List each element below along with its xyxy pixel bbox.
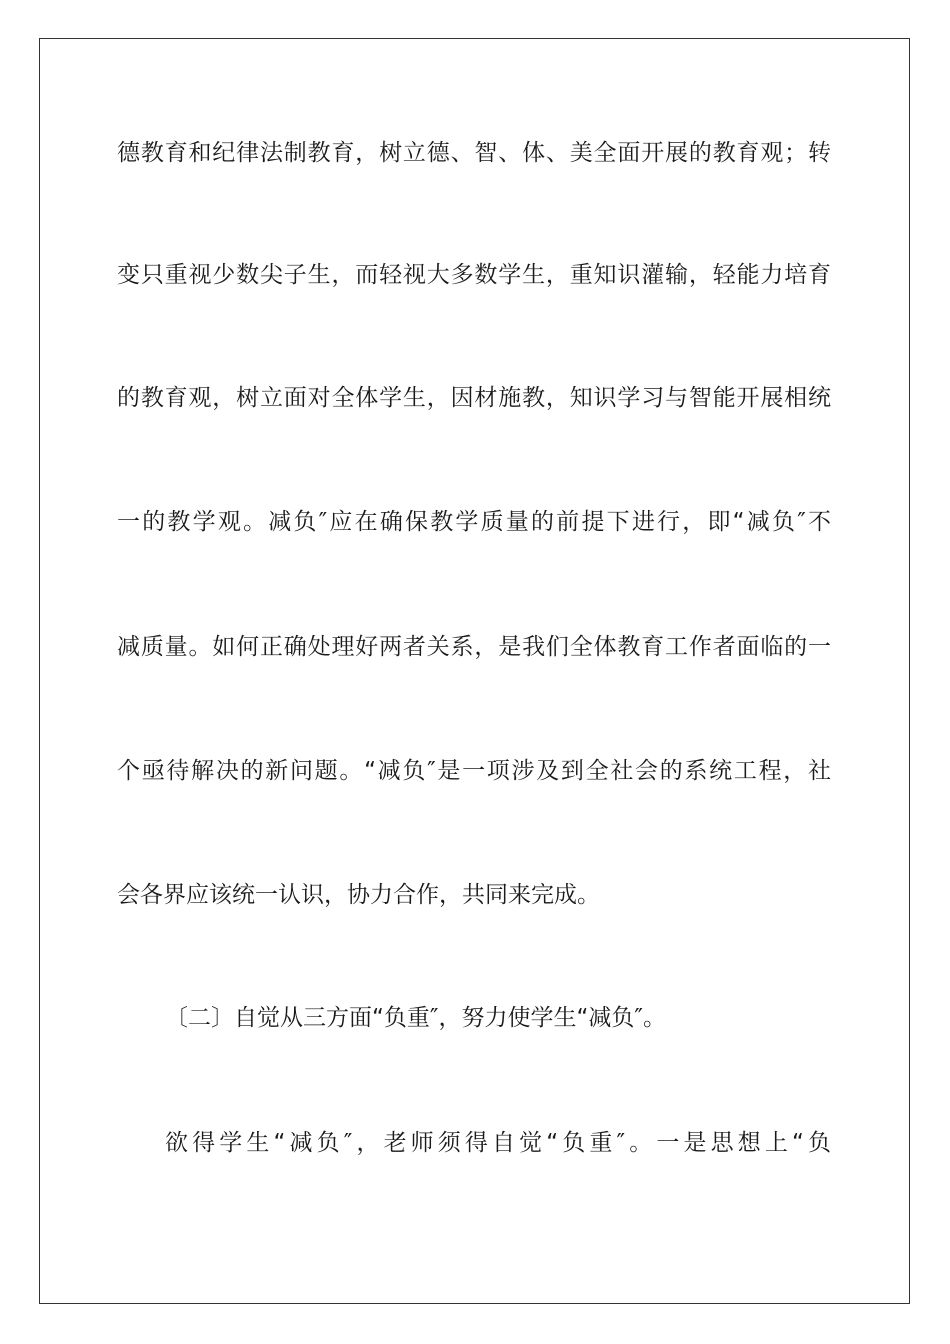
body-text-line: 会各界应该统一认识，协力合作，共同来完成。 xyxy=(117,882,600,908)
body-text-line: 减质量。如何正确处理好两者关系，是我们全体教育工作者面临的一 xyxy=(117,634,831,660)
body-text-line: 的教育观，树立面对全体学生，因材施教，知识学习与智能开展相统 xyxy=(117,385,831,411)
section-heading: 〔二〕自觉从三方面“负重″，努力使学生“减负″。 xyxy=(165,1005,667,1031)
page-border xyxy=(39,38,910,1304)
body-text-line: 变只重视少数尖子生，而轻视大多数学生，重知识灌输，轻能力培育 xyxy=(117,262,831,288)
body-text-line: 德教育和纪律法制教育，树立德、智、体、美全面开展的教育观；转 xyxy=(117,140,831,166)
body-text-line: 一的教学观。减负″应在确保教学质量的前提下进行，即“减负″不 xyxy=(117,509,831,535)
paragraph-first-line: 欲得学生“减负″，老师须得自觉“负重″。一是思想上“负 xyxy=(165,1130,831,1156)
body-text-line: 个亟待解决的新问题。“减负″是一项涉及到全社会的系统工程，社 xyxy=(117,758,831,784)
